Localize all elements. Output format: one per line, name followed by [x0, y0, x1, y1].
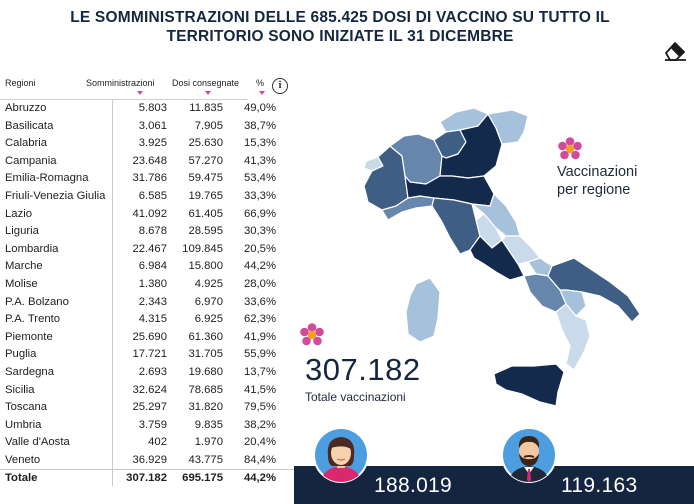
map-region-sicilia[interactable] — [494, 364, 564, 406]
table-row[interactable] — [0, 223, 294, 241]
administered-cell: 2.693 — [138, 365, 167, 378]
table-row[interactable] — [0, 452, 294, 470]
table-row[interactable] — [0, 258, 294, 276]
map-label — [557, 163, 637, 199]
delivered-cell: 109.845 — [182, 242, 223, 255]
table-row[interactable] — [0, 434, 294, 452]
region-cell: Basilicata — [5, 119, 54, 132]
table-row[interactable] — [0, 100, 294, 118]
total-vaccinations-label: Totale vaccinazioni — [305, 390, 406, 404]
administered-cell: 5.803 — [138, 102, 167, 114]
table-row[interactable] — [0, 188, 294, 206]
administered-cell: 23.648 — [132, 154, 167, 167]
percent-cell: 53,4% — [243, 172, 276, 185]
region-cell: Piemonte — [5, 330, 53, 343]
table-row[interactable] — [0, 382, 294, 400]
delivered-cell: 695.175 — [182, 472, 223, 485]
percent-cell: 20,5% — [243, 242, 276, 255]
administered-cell: 22.467 — [132, 242, 167, 255]
delivered-cell: 59.475 — [188, 172, 223, 185]
administered-cell: 3.925 — [138, 137, 167, 150]
delivered-cell: 6.925 — [194, 313, 223, 326]
table-row[interactable] — [0, 294, 294, 312]
table-row[interactable] — [0, 329, 294, 347]
region-cell: Abruzzo — [5, 102, 47, 114]
administered-cell: 6.585 — [138, 189, 167, 202]
map-region-molise[interactable] — [528, 258, 552, 276]
percent-cell: 79,5% — [243, 401, 276, 414]
percent-cell: 20,4% — [243, 436, 276, 449]
delivered-cell: 78.685 — [188, 383, 223, 396]
flower-icon-total — [299, 322, 325, 348]
region-cell: Valle d'Aosta — [5, 436, 70, 449]
table-row[interactable] — [0, 135, 294, 153]
administered-cell: 6.984 — [138, 260, 167, 273]
percent-cell: 41,5% — [243, 383, 276, 396]
percent-cell: 66,9% — [243, 207, 276, 220]
percent-cell: 33,3% — [243, 189, 276, 202]
men-vaccinations-value: 119.163 — [561, 474, 638, 497]
administered-cell: 307.182 — [126, 472, 167, 485]
administered-cell: 31.786 — [132, 172, 167, 185]
percent-cell: 30,3% — [243, 225, 276, 238]
percent-cell: 49,0% — [243, 102, 276, 114]
table-body — [0, 100, 294, 487]
region-cell: P.A. Trento — [5, 313, 61, 326]
delivered-cell: 19.765 — [188, 189, 223, 202]
table-row[interactable] — [0, 399, 294, 417]
delivered-cell: 25.630 — [188, 137, 223, 150]
percent-cell: 44,2% — [243, 260, 276, 273]
administered-cell: 25.297 — [132, 401, 167, 414]
info-icon[interactable]: i — [272, 78, 288, 94]
administered-cell: 4.315 — [138, 313, 167, 326]
administered-cell: 32.624 — [132, 383, 167, 396]
region-cell: Umbria — [5, 418, 42, 431]
region-cell: Puglia — [5, 348, 37, 361]
table-row[interactable] — [0, 153, 294, 171]
administered-cell: 36.929 — [132, 453, 167, 466]
table-row[interactable] — [0, 276, 294, 294]
region-cell: P.A. Bolzano — [5, 295, 69, 308]
delivered-cell: 31.820 — [188, 401, 223, 414]
percent-cell: 84,4% — [243, 453, 276, 466]
man-avatar-icon — [500, 426, 558, 484]
percent-cell: 55,9% — [243, 348, 276, 361]
administered-cell: 1.380 — [138, 277, 167, 290]
header-percent[interactable]: % — [256, 78, 265, 88]
delivered-cell: 31.705 — [188, 348, 223, 361]
administered-cell: 3.759 — [138, 418, 167, 431]
delivered-cell: 15.800 — [188, 260, 223, 273]
percent-cell: 38,7% — [243, 119, 276, 132]
region-cell: Lombardia — [5, 242, 59, 255]
map-label-line-1: Vaccinazioni — [557, 164, 638, 180]
administered-cell: 25.690 — [132, 330, 167, 343]
delivered-cell: 6.970 — [194, 295, 223, 308]
table-row[interactable] — [0, 206, 294, 224]
title-line-2: TERRITORIO SONO INIZIATE IL 31 DICEMBRE — [166, 28, 514, 45]
table-header — [0, 70, 294, 100]
percent-cell: 38,2% — [243, 418, 276, 431]
table-row[interactable] — [0, 364, 294, 382]
region-cell: Veneto — [5, 453, 41, 466]
delivered-cell: 11.835 — [189, 102, 223, 114]
delivered-cell: 28.595 — [188, 225, 223, 238]
administered-cell: 2.343 — [138, 295, 167, 308]
region-cell: Molise — [5, 277, 38, 290]
title-line-1: LE SOMMINISTRAZIONI DELLE 685.425 DOSI DI VACCINO SU TUTTO IL — [70, 9, 610, 26]
region-cell: Totale — [5, 472, 38, 485]
sort-arrow-percent-icon[interactable] — [259, 91, 265, 95]
table-row[interactable] — [0, 311, 294, 329]
delivered-cell: 19.680 — [188, 365, 223, 378]
table-row[interactable] — [0, 170, 294, 188]
region-cell: Lazio — [5, 207, 33, 220]
delivered-cell: 57.270 — [188, 154, 223, 167]
region-cell: Toscana — [5, 401, 48, 414]
region-cell: Campania — [5, 154, 57, 167]
percent-cell: 33,6% — [243, 295, 276, 308]
table-row[interactable] — [0, 417, 294, 435]
table-row[interactable] — [0, 118, 294, 136]
delivered-cell: 9.835 — [194, 418, 223, 431]
delivered-cell: 61.405 — [188, 207, 223, 220]
table-total-row — [0, 469, 294, 487]
sort-arrow-administered-icon[interactable] — [137, 91, 143, 95]
flower-icon — [557, 136, 583, 162]
percent-cell: 44,2% — [243, 472, 276, 485]
region-table-panel — [0, 70, 294, 504]
administered-cell: 3.061 — [138, 119, 167, 132]
eraser-icon[interactable] — [662, 39, 688, 61]
map-label-line-2: per regione — [557, 182, 631, 198]
percent-cell: 28,0% — [243, 277, 276, 290]
region-cell: Sardegna — [5, 365, 54, 378]
region-cell: Liguria — [5, 225, 39, 238]
delivered-cell: 7.905 — [194, 119, 223, 132]
table-row[interactable] — [0, 346, 294, 364]
percent-cell: 41,9% — [243, 330, 276, 343]
region-cell: Marche — [5, 260, 43, 273]
percent-cell: 41,3% — [243, 154, 276, 167]
page-title — [40, 8, 640, 46]
administered-cell: 402 — [148, 436, 167, 449]
header-administered[interactable]: Somministrazioni — [86, 78, 155, 88]
region-cell: Calabria — [5, 137, 48, 150]
region-cell: Sicilia — [5, 383, 35, 396]
percent-cell: 13,7% — [243, 365, 276, 378]
delivered-cell: 43.775 — [188, 453, 223, 466]
map-region-calabria[interactable] — [556, 304, 590, 370]
woman-avatar-icon — [312, 426, 370, 484]
table-row[interactable] — [0, 241, 294, 259]
header-delivered[interactable]: Dosi consegnate — [172, 78, 240, 88]
delivered-cell: 1.970 — [194, 436, 223, 449]
percent-cell: 62,3% — [243, 313, 276, 326]
percent-cell: 15,3% — [243, 137, 276, 150]
administered-cell: 41.092 — [132, 207, 167, 220]
region-cell: Friuli-Venezia Giulia — [5, 189, 106, 202]
administered-cell: 8.678 — [138, 225, 167, 238]
region-cell: Emilia-Romagna — [5, 172, 89, 185]
women-vaccinations-value: 188.019 — [374, 474, 453, 497]
map-region-sardegna[interactable] — [406, 278, 440, 342]
header-regions[interactable]: Regioni — [5, 78, 36, 88]
delivered-cell: 61.360 — [188, 330, 223, 343]
delivered-cell: 4.925 — [194, 277, 223, 290]
total-vaccinations-value: 307.182 — [305, 352, 421, 387]
administered-cell: 17.721 — [132, 348, 167, 361]
sort-arrow-delivered-icon[interactable] — [205, 91, 211, 95]
